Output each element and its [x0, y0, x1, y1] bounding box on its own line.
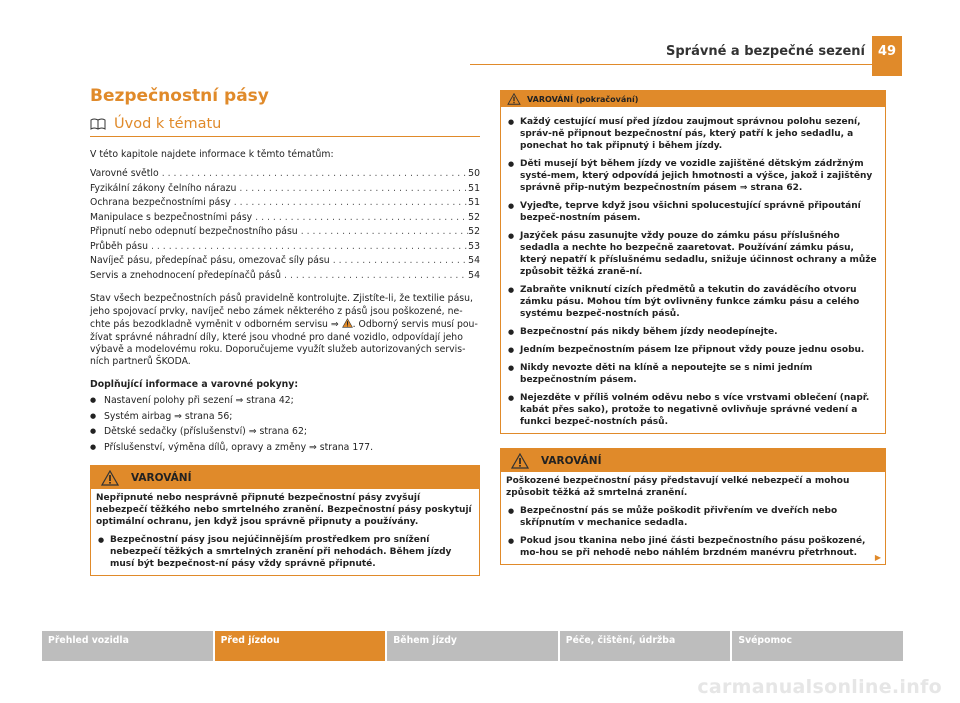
list-item[interactable]: ● Dětské sedačky (příslušenství) ⇒ strana 62; [90, 424, 480, 440]
watermark: carmanualsonline.info [697, 676, 942, 698]
warning-triangle-icon [342, 318, 353, 328]
warning-triangle-icon [507, 93, 521, 105]
toc-title: Připnutí nebo odepnutí bezpečnostního pásu [90, 226, 298, 238]
warning-title: VAROVÁNÍ [541, 454, 602, 467]
body-paragraph [90, 293, 480, 368]
toc-page: 54 [468, 269, 480, 281]
list-item[interactable]: ● Příslušenství, výměna dílů, opravy a změny ⇒ strana 177. [90, 440, 480, 456]
warning-bullet: ● Zabraňte vniknutí cizích předmětů a tekutin do zaváděcího otvoru zámku pásu. Mohou tím být ovlivněny funkce zámku pásu a celého systému bezpeč-nostních pásů. [506, 284, 880, 320]
warning-bullet: ● Jedním bezpečnostním pásem lze připnout vždy pouze jednu osobu. [506, 344, 880, 356]
toc-item[interactable] [90, 211, 480, 226]
warning-bullet: ● Nejezděte v příliš volném oděvu nebo s více vrstvami oblečení (např. kabát přes sako), protože to negativně ovlivňuje správné vedení a funkci bezpeč-nostních pásů. [506, 392, 880, 428]
toc-title: Průběh pásu [90, 240, 148, 252]
footer-tab-pred-jizdou[interactable]: Před jízdou [215, 631, 386, 661]
list-item[interactable]: ● Nastavení polohy při sezení ⇒ strana 42; [90, 393, 480, 409]
right-column [500, 90, 886, 565]
header-title: Správné a bezpečné sezení [666, 44, 865, 59]
toc-page: 50 [468, 168, 480, 180]
warning-triangle-icon [101, 470, 119, 486]
toc-page: 53 [468, 240, 480, 252]
toc-title: Fyzikální zákony čelního nárazu [90, 182, 237, 194]
left-column [90, 86, 480, 576]
toc-title: Manipulace s bezpečnostními pásy [90, 211, 253, 223]
toc-page: 51 [468, 182, 480, 194]
warning-box-2 [500, 448, 886, 565]
section-title: Bezpečnostní pásy [90, 86, 269, 106]
toc-item[interactable] [90, 225, 480, 240]
toc-item[interactable] [90, 167, 480, 182]
warning-bullet: ● Bezpečnostní pás se může poškodit přivřením ve dveřích nebo skřípnutím v mechanice sedadla. [506, 505, 880, 529]
toc-title: Servis a znehodnocení předepínačů pásů [90, 269, 282, 281]
additional-list [90, 393, 480, 455]
toc-item[interactable] [90, 196, 480, 211]
continue-arrow-icon: ▶ [874, 553, 881, 562]
toc-page: 54 [468, 255, 480, 267]
toc-item[interactable] [90, 182, 480, 197]
book-icon [90, 118, 106, 130]
footer-tab-behem-jizdy[interactable]: Během jízdy [387, 631, 558, 661]
warning-box [90, 465, 480, 576]
toc-page: 52 [468, 226, 480, 238]
toc-page: 52 [468, 211, 480, 223]
footer-nav [42, 631, 903, 661]
toc-item[interactable] [90, 269, 480, 284]
footer-tab-svepomoc[interactable]: Svépomoc [732, 631, 903, 661]
header-rule [470, 64, 872, 65]
warning-bullet: ● Vyjeďte, teprve když jsou všichni spolucestující správně připoutání bezpeč-nostním pásem. [506, 200, 880, 224]
warning-bullet: ● Každý cestující musí před jízdou zaujmout správnou polohu sezení, správ-ně připnout bezpečnostní pás, který patří k jeho sedadlu, a ponechat ho tak připnutý i během jízdy. [506, 116, 880, 152]
warning-continued-header [501, 91, 885, 107]
warning-bullet: ● Bezpečnostní pás nikdy během jízdy neodepínejte. [506, 326, 880, 338]
subsection-title: Úvod k tématu [114, 116, 222, 132]
page-number: 49 [872, 36, 902, 76]
paragraph-part2: . Odborný servis musí pou-žívat správné náhradní díly, které jsou vhodné pro dané vozidlo, odpovídají jeho výbavě a modelovému roku. Doporučujeme využít služeb autorizovaných servis-ních partnerů ŠKODA. [90, 319, 478, 368]
additional-heading: Doplňující informace a varovné pokyny: [90, 378, 299, 390]
toc-title: Navíječ pásu, předepínač pásu, omezovač síly pásu [90, 255, 330, 267]
list-item[interactable]: ● Systém airbag ⇒ strana 56; [90, 409, 480, 425]
paragraph-part1: Stav všech bezpečnostních pásů pravidelně kontrolujte. Zjistíte-li, že textilie pásu, jeho spojovací prvky, navíječ nebo zámek některého z pásů jsou poškozené, ne-chte pás bezodkladně vyměnit v odborném servisu ⇒ [90, 293, 473, 331]
warning-title: VAROVÁNÍ [131, 471, 192, 484]
warning-bullet: ● Pokud jsou tkanina nebo jiné části bezpečnostního pásu poškozené, mo-hou se při nehodě nebo náhlém brzdném manévru přetrhnout. [506, 535, 880, 559]
warning-header [91, 466, 479, 489]
toc-title: Ochrana bezpečnostními pásy [90, 197, 231, 209]
subsection-heading [90, 116, 480, 137]
toc-list [90, 167, 480, 283]
warning-continued-title: VAROVÁNÍ (pokračování) [527, 94, 639, 104]
warning-bullet: ● Děti musejí být během jízdy ve vozidle zajištěné dětským zádržným systé-mem, který odpovídá jejich hmotnosti a výšce, jakož i zajištěny správně přip-nutým bezpečnostním pásem ⇒ strana 62. [506, 158, 880, 194]
warning-continued-box [500, 90, 886, 434]
toc-item[interactable] [90, 240, 480, 255]
warning-triangle-icon [511, 453, 529, 469]
footer-tab-prehled-vozidla[interactable]: Přehled vozidla [42, 631, 213, 661]
warning-header [501, 449, 885, 472]
footer-tab-pece[interactable]: Péče, čištění, údržba [560, 631, 731, 661]
toc-item[interactable] [90, 254, 480, 269]
toc-title: Varovné světlo [90, 168, 159, 180]
toc-page: 51 [468, 197, 480, 209]
warning-text: Poškozené bezpečnostní pásy představují velké nebezpečí a mohou způsobit těžká až smrtelná zranění. [506, 476, 850, 498]
warning-bullet: ● Nikdy nevozte děti na klíně a nepoutejte se s nimi jedním bezpečnostním pásem. [506, 362, 880, 386]
warning-bullet: ● Jazýček pásu zasunujte vždy pouze do zámku pásu příslušného sedadla a nechte ho bezpečně zaaretovat. Používání zámku pásu, který nepatří k příslušnému sedadlu, snižuje účinnost ochrany a může způsobit těžká zraně-ní. [506, 230, 880, 278]
warning-text: Nepřipnuté nebo nesprávně připnuté bezpečnostní pásy zvyšují nebezpečí těžkého nebo smrtelného zranění. Bezpečnostní pásy poskytují optimální ochranu, jen když jsou správně připnuty a používány. [96, 493, 472, 528]
warning-bullet: ● Bezpečnostní pásy jsou nejúčinnějším prostředkem pro snížení nebezpečí těžkých a smrtelných zranění při nehodách. Během jízdy musí být bezpečnost-ní pásy vždy správně připnuté. [96, 534, 474, 570]
intro-text: V této kapitole najdete informace k těmto tématům: [90, 149, 334, 160]
